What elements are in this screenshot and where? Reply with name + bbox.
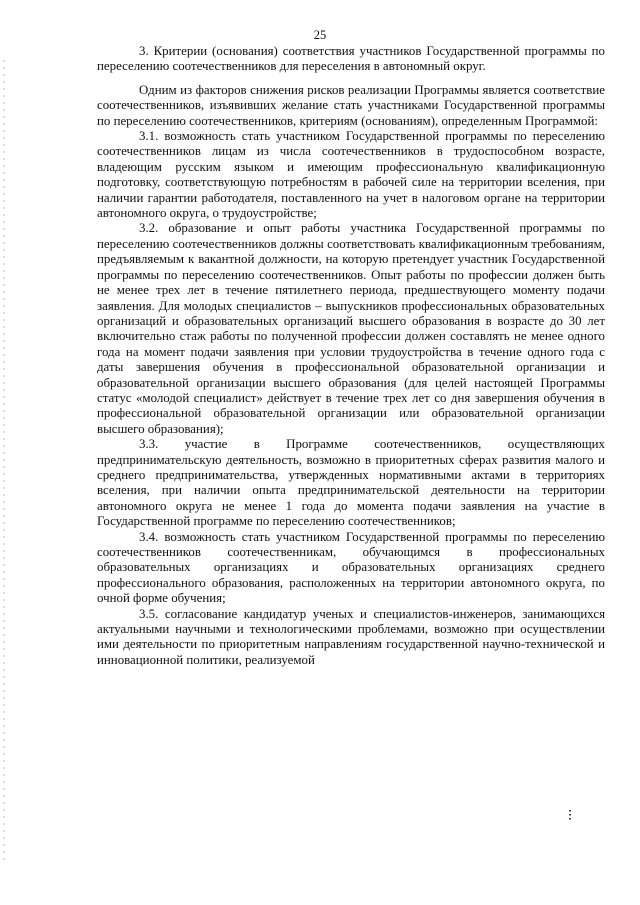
page-number: 25 (313, 28, 327, 42)
section-heading-3: 3. Критерии (основания) соответствия участников Государственной программы по переселению соотечественников для переселения в автономный округ. (97, 44, 605, 74)
criterion-3-1: 3.1. возможность стать участником Государственной программы по переселению соотечественников лицам из числа соотечественников в трудоспособном возрасте, владеющим русским языком и имеющим профессиональную квалификационную подготовку, соответствующую потребностям в рабочей силе на территории вселения, при наличии гарантии работодателя, поставленного на учет в налоговом органе на территории автономного округа, о трудоустройстве; (97, 129, 605, 221)
criterion-3-5: 3.5. согласование кандидатур ученых и специалистов-инженеров, занимающихся актуальными научными и технологическими проблемами, возможно при осуществлении ими деятельности по приоритетным направлениям государственной научно-технической и инновационной политики, реализуемой (97, 606, 605, 667)
document-body (97, 44, 605, 668)
intro-paragraph: Одним из факторов снижения рисков реализации Программы является соответствие соотечественников, изъявивших желание стать участниками Государственной программы по переселению соотечественников, критериям (основаниям), определенным Программой: (97, 82, 605, 128)
scan-margin-marks (3, 60, 5, 860)
criterion-3-2: 3.2. образование и опыт работы участника Государственной программы по переселению соотечественников должны соответствовать квалификационным требованиям, предъявляемым к вакантной должности, на которую претендует участник Государственной программы по переселению соотечественников. Опыт работы по профессии должен быть не менее трех лет в течение пятилетнего периода, предшествующего моменту подачи заявления. Для молодых специалистов – выпускников профессиональных образовательных организаций и образовательных организаций высшего образования в возрасте до 30 лет включительно стаж работы по полученной профессии должен составлять не менее одного года на момент подачи заявления при условии трудоустройства в течение одного года с даты завершения обучения в профессиональной образовательной организации и образовательной организации высшего образования (для целей настоящей Программы статус «молодой специалист» действует в течение трех лет со дня завершения обучения в профессиональной образовательной организации или образовательной организации высшего образования); (97, 221, 605, 436)
criterion-3-4: 3.4. возможность стать участником Государственной программы по переселению соотечественников соотечественникам, обучающимся в профессиональных образовательных организациях и образовательных организациях среднего профессионального образования, расположенных на территории автономного округа, по очной форме обучения; (97, 529, 605, 606)
criterion-3-3: 3.3. участие в Программе соотечественников, осуществляющих предпринимательскую деятельность, возможно в приоритетных сферах развития малого и среднего предпринимательства, утвержденных нормативными актами в территориях вселения, при наличии опыта предпринимательской деятельности на территории автономного округа не менее 1 года до момента подачи заявления на участие в Государственной программе по переселению соотечественников; (97, 437, 605, 529)
scan-artifact-dots (569, 810, 571, 822)
